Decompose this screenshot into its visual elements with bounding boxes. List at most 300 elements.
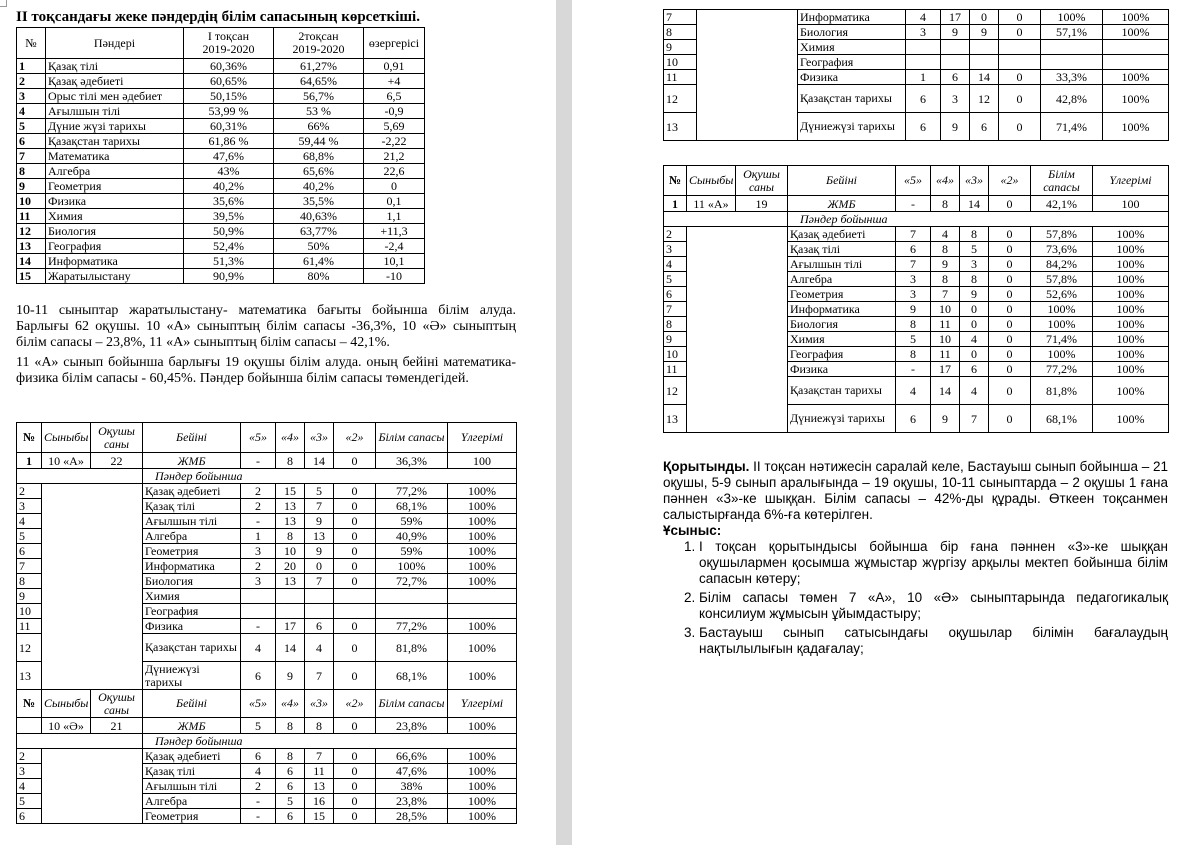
table-cell: 9 (305, 544, 334, 559)
table-cell: 5 (276, 794, 305, 809)
table-cell: 21 (91, 718, 143, 734)
table-cell: 100% (1093, 257, 1169, 272)
column-header: Оқушы саны (736, 166, 788, 196)
table-cell: 0 (334, 619, 376, 634)
row-number: 3 (17, 764, 42, 779)
subject-name: Қазақстан тарихы (143, 634, 241, 662)
column-header: Білім сапасы (376, 690, 448, 718)
subjects-label: Пәндер бойынша (788, 212, 1169, 227)
table-cell: 4 (906, 10, 941, 25)
table-cell: 14 (960, 196, 989, 212)
table-cell: 15 (17, 269, 46, 284)
table-cell: 17 (931, 362, 960, 377)
subject-row (664, 10, 1169, 25)
table-cell: 7 (305, 662, 334, 690)
table-cell (448, 589, 517, 604)
table-cell: 51,3% (184, 254, 274, 269)
column-header: «5» (241, 423, 276, 453)
table-cell: 0 (334, 718, 376, 734)
table-cell: 2 (241, 779, 276, 794)
row-number: 9 (664, 40, 697, 55)
table-cell: 0 (305, 559, 334, 574)
table-cell: 0 (989, 362, 1031, 377)
subject-name: Физика (46, 194, 184, 209)
table-cell: 0 (334, 484, 376, 499)
paragraph-11a: 11 «А» сынып бойынша барлығы 19 оқушы білім алуда. оның бейіні математика-физика білім сапасы - 60,45%. Пәндер бойынша білім сапасы төмендегідей. (16, 355, 516, 386)
table-cell: 56,7% (274, 89, 364, 104)
column-header: Сыныбы (42, 690, 91, 718)
subject-name: Жаратылыстану (46, 269, 184, 284)
table-cell: 14 (970, 70, 999, 85)
subject-name: Қазақстан тарихы (798, 85, 906, 113)
subjects-label: Пәндер бойынша (143, 469, 517, 484)
table-cell: 0 (989, 302, 1031, 317)
class-header-row (664, 166, 1169, 196)
subject-name: Қазақ тілі (143, 764, 241, 779)
table-cell: 0 (999, 70, 1041, 85)
table-cell: 71,4% (1041, 113, 1103, 141)
recommendation-item: 1. І тоқсан қорытындысы бойынша бір ғана пәннен «3»-ке шыққан оқушылармен қосымша жұмыстар жүргізу арқылы мектеп бойынша білім сапасын көтеру; (699, 539, 1168, 587)
row-number: 13 (664, 113, 697, 141)
table-cell: 0 (999, 85, 1041, 113)
table-cell: 81,8% (376, 634, 448, 662)
table-cell: 0 (334, 499, 376, 514)
table-row (17, 119, 425, 134)
table-cell: 100% (1093, 332, 1169, 347)
table-cell: 7 (896, 227, 931, 242)
recommendation-list (663, 539, 1168, 657)
table-cell: 57,8% (1031, 227, 1093, 242)
document-page-right (572, 0, 1184, 845)
row-number: 4 (17, 779, 42, 794)
table-cell: 100% (1093, 287, 1169, 302)
row-number: 3 (17, 499, 42, 514)
column-header: Бейіні (143, 690, 241, 718)
table-cell (305, 589, 334, 604)
table-cell: 68,1% (376, 662, 448, 690)
table-cell: 10 (276, 544, 305, 559)
table-cell: 0 (960, 347, 989, 362)
table-cell (941, 40, 970, 55)
subject-name: Алгебра (143, 794, 241, 809)
table-cell: 2 (241, 559, 276, 574)
table-cell: 90,9% (184, 269, 274, 284)
subject-name: Алгебра (46, 164, 184, 179)
table-cell: 6 (276, 809, 305, 824)
row-number: 4 (17, 514, 42, 529)
table-cell: 40,9% (376, 529, 448, 544)
table-header-row (17, 28, 425, 59)
table-cell: 1,1 (364, 209, 425, 224)
table-cell: 9 (17, 179, 46, 194)
subject-name: Қазақ әдебиеті (788, 227, 896, 242)
table-cell: 7 (17, 149, 46, 164)
table-cell: -0,9 (364, 104, 425, 119)
table-cell: 0 (334, 809, 376, 824)
class-header-row (17, 690, 517, 718)
table-cell: 6 (17, 134, 46, 149)
table-cell: 0 (334, 662, 376, 690)
table-cell: 9 (970, 25, 999, 40)
row-number: 6 (17, 544, 42, 559)
row-number: 6 (664, 287, 687, 302)
table-cell: 3 (896, 287, 931, 302)
table-cell: 59% (376, 514, 448, 529)
subjects-label-row (17, 469, 517, 484)
subject-quality-table (16, 27, 425, 284)
table-cell: 0 (989, 196, 1031, 212)
table-cell: 6,5 (364, 89, 425, 104)
table-cell: 2 (241, 499, 276, 514)
table-cell: 9 (941, 113, 970, 141)
column-header: «2» (334, 423, 376, 453)
conclusion-label: Қорытынды. (663, 459, 750, 474)
subject-name: Химия (143, 589, 241, 604)
table-cell: 36,3% (376, 453, 448, 469)
table-cell: 100% (1103, 25, 1169, 40)
merged-cell (42, 749, 143, 824)
table-cell: 1 (17, 453, 42, 469)
table-cell: 100% (1031, 302, 1093, 317)
table-cell: ЖМБ (788, 196, 896, 212)
table-cell: 23,8% (376, 718, 448, 734)
table-cell: 0 (334, 453, 376, 469)
table-cell: 100% (448, 718, 517, 734)
table-cell: 3 (17, 89, 46, 104)
table-cell: 42,1% (1031, 196, 1093, 212)
table-cell: 13 (305, 529, 334, 544)
table-row (17, 164, 425, 179)
table-cell: 23,8% (376, 794, 448, 809)
table-cell: 0 (989, 347, 1031, 362)
column-header: Оқушы саны (91, 690, 143, 718)
table-cell: 8 (276, 453, 305, 469)
table-cell: 6 (941, 70, 970, 85)
table-cell: 100% (448, 559, 517, 574)
table-cell: 53,99 % (184, 104, 274, 119)
column-header: Үлгерімі (1093, 166, 1169, 196)
table-cell: 4 (17, 104, 46, 119)
table-cell: 9 (931, 257, 960, 272)
subject-name: География (46, 239, 184, 254)
subject-name: Алгебра (788, 272, 896, 287)
table-cell: 0 (989, 227, 1031, 242)
merged-cell (687, 227, 788, 433)
row-number: 7 (664, 302, 687, 317)
column-header: Пәндері (46, 28, 184, 59)
row-number: 3 (664, 242, 687, 257)
table-cell (17, 718, 42, 734)
subject-name: Қазақ тілі (46, 59, 184, 74)
subject-name: Қазақстан тарихы (788, 377, 896, 405)
table-cell: 22,6 (364, 164, 425, 179)
table-cell: 5 (896, 332, 931, 347)
table-cell: 0 (970, 10, 999, 25)
table-cell: 100% (1093, 362, 1169, 377)
column-header: Сыныбы (687, 166, 736, 196)
table-row (17, 149, 425, 164)
table-cell (334, 589, 376, 604)
table-cell: 100% (1103, 113, 1169, 141)
table-cell: 100% (448, 764, 517, 779)
table-cell: 17 (941, 10, 970, 25)
table-cell: 0 (989, 317, 1031, 332)
table-cell: -2,4 (364, 239, 425, 254)
table-cell: 66,6% (376, 749, 448, 764)
subject-name: Биология (798, 25, 906, 40)
table-cell: 100 (1093, 196, 1169, 212)
subject-name: Информатика (798, 10, 906, 25)
table-cell: 4 (960, 377, 989, 405)
table-cell: 6 (241, 749, 276, 764)
row-number: 8 (664, 25, 697, 40)
table-cell: 60,65% (184, 74, 274, 89)
row-number: 13 (17, 662, 42, 690)
subject-name: Ағылшын тілі (46, 104, 184, 119)
column-header: өзергерісі (364, 28, 425, 59)
row-number: 2 (664, 227, 687, 242)
table-cell: 4 (960, 332, 989, 347)
column-header: Үлгерімі (448, 423, 517, 453)
merged-cell (42, 484, 143, 690)
table-cell: 9 (941, 25, 970, 40)
table-cell: 0 (334, 559, 376, 574)
row-number: 2 (17, 484, 42, 499)
row-number: 9 (17, 589, 42, 604)
table-row (17, 209, 425, 224)
column-header: Сыныбы (42, 423, 91, 453)
table-cell: - (241, 794, 276, 809)
column-header: 2тоқсан 2019-2020 (274, 28, 364, 59)
table-cell: 3 (241, 544, 276, 559)
table-cell: 0 (989, 377, 1031, 405)
table-row (17, 224, 425, 239)
page-gutter (556, 0, 572, 845)
row-number: 5 (17, 794, 42, 809)
table-cell: - (241, 809, 276, 824)
table-cell: 8 (276, 718, 305, 734)
table-cell: 60,31% (184, 119, 274, 134)
table-row (17, 89, 425, 104)
table-cell: 50,9% (184, 224, 274, 239)
column-header: № (17, 690, 42, 718)
table-cell (941, 55, 970, 70)
subject-name: Ағылшын тілі (788, 257, 896, 272)
table-cell: 100% (1031, 347, 1093, 362)
table-cell: 20 (276, 559, 305, 574)
page-heading: II тоқсандағы жеке пәндердің білім сапасының көрсеткіші. (16, 9, 420, 25)
subject-name: Қазақ тілі (788, 242, 896, 257)
table-cell: 6 (896, 242, 931, 257)
table-cell: 71,4% (1031, 332, 1093, 347)
subject-name: Геометрия (143, 544, 241, 559)
table-cell: 0 (999, 113, 1041, 141)
table-cell: 13 (276, 514, 305, 529)
table-cell: 0 (334, 634, 376, 662)
table-cell: 6 (241, 662, 276, 690)
column-header: Бейіні (788, 166, 896, 196)
table-cell: 10 (931, 332, 960, 347)
subject-name: Геометрия (46, 179, 184, 194)
table-cell: 0,1 (364, 194, 425, 209)
table-cell (448, 604, 517, 619)
table-cell: 65,6% (274, 164, 364, 179)
table-cell: 72,7% (376, 574, 448, 589)
table-cell: 1 (664, 196, 687, 212)
subject-name: География (143, 604, 241, 619)
table-cell: 0 (334, 529, 376, 544)
table-cell: 100% (1041, 10, 1103, 25)
table-cell: - (241, 619, 276, 634)
table-cell: 8 (276, 749, 305, 764)
row-number: 4 (664, 257, 687, 272)
table-cell: 6 (276, 779, 305, 794)
table-cell (17, 734, 143, 749)
table-cell: 10 «А» (42, 453, 91, 469)
row-number: 2 (17, 749, 42, 764)
table-cell: 28,5% (376, 809, 448, 824)
table-cell: 8 (931, 242, 960, 257)
column-header: «3» (305, 690, 334, 718)
table-cell: 9 (276, 662, 305, 690)
column-header: «4» (276, 690, 305, 718)
table-cell (334, 604, 376, 619)
table-cell (241, 589, 276, 604)
table-cell (1103, 55, 1169, 70)
table-cell: 40,2% (274, 179, 364, 194)
table-cell: 11 (305, 764, 334, 779)
table-cell: 100% (448, 574, 517, 589)
subject-name: Информатика (143, 559, 241, 574)
table-cell: 10 (17, 194, 46, 209)
table-cell: 0 (334, 779, 376, 794)
table-cell: 1 (906, 70, 941, 85)
table-cell: -10 (364, 269, 425, 284)
subject-name: Информатика (788, 302, 896, 317)
table-cell: 4 (896, 377, 931, 405)
table-cell: 6 (970, 113, 999, 141)
table-cell: 35,6% (184, 194, 274, 209)
subject-name: Ағылшын тілі (143, 514, 241, 529)
table-cell: 52,4% (184, 239, 274, 254)
table-cell: 6 (960, 362, 989, 377)
table-cell: 100% (448, 544, 517, 559)
table-row (17, 59, 425, 74)
class-summary-row (17, 453, 517, 469)
subject-name: Математика (46, 149, 184, 164)
table-cell: 13 (305, 779, 334, 794)
row-number: 12 (664, 377, 687, 405)
table-cell (664, 212, 788, 227)
table-cell: 100% (1093, 272, 1169, 287)
table-cell: 10,1 (364, 254, 425, 269)
table-cell: +4 (364, 74, 425, 89)
table-cell: 100% (448, 662, 517, 690)
table-cell: 1 (241, 529, 276, 544)
paragraph-direction: 10-11 сыныптар жаратылыстану- математика бағыты бойынша білім алуда. Барлығы 62 оқушы. 10 «А» сыныптың білім сапасы -36,3%, 10 «Ә» сыныптың білім сапасы – 23,8%, 11 «А» сыныптың білім сапасы – 42,1%. (16, 303, 516, 350)
table-cell: 0 (334, 794, 376, 809)
table-cell: 100% (1093, 242, 1169, 257)
table-cell: 8 (305, 718, 334, 734)
table-cell (1103, 40, 1169, 55)
subject-name: Қазақ әдебиеті (46, 74, 184, 89)
table-cell (999, 40, 1041, 55)
table-cell: 59% (376, 544, 448, 559)
row-number: 12 (17, 634, 42, 662)
table-cell: 43% (184, 164, 274, 179)
class-11a-table (663, 165, 1169, 433)
table-cell: 14 (276, 634, 305, 662)
row-number: 6 (17, 809, 42, 824)
table-cell (276, 604, 305, 619)
table-cell: 100% (448, 749, 517, 764)
table-cell: 0 (960, 317, 989, 332)
column-header: № (664, 166, 687, 196)
table-cell (1041, 40, 1103, 55)
table-cell: 16 (305, 794, 334, 809)
subject-name: Дүние жүзі тарихы (46, 119, 184, 134)
table-cell: 0 (989, 242, 1031, 257)
column-header: «3» (305, 423, 334, 453)
table-cell: - (241, 453, 276, 469)
table-cell: 63,77% (274, 224, 364, 239)
merged-cell (697, 10, 798, 141)
subject-name: Дүниежүзі тарихы (798, 113, 906, 141)
table-cell: 42,8% (1041, 85, 1103, 113)
row-number: 10 (17, 604, 42, 619)
subject-name: Қазақ әдебиеті (143, 749, 241, 764)
table-cell: 100 (448, 453, 517, 469)
table-cell: 7 (305, 499, 334, 514)
table-cell: 40,63% (274, 209, 364, 224)
table-cell: 100% (448, 514, 517, 529)
column-header: Бейіні (143, 423, 241, 453)
column-header: Үлгерімі (448, 690, 517, 718)
table-cell: 0 (334, 514, 376, 529)
table-cell: 8 (896, 347, 931, 362)
table-row (17, 179, 425, 194)
table-cell: 61,86 % (184, 134, 274, 149)
table-cell: 68,8% (274, 149, 364, 164)
table-cell: - (896, 362, 931, 377)
subject-name: Биология (788, 317, 896, 332)
subject-name: Физика (143, 619, 241, 634)
row-number: 9 (664, 332, 687, 347)
table-cell: 100% (448, 794, 517, 809)
table-cell: 68,1% (1031, 405, 1093, 433)
table-cell: 7 (305, 574, 334, 589)
table-cell: 5 (960, 242, 989, 257)
column-header: «2» (989, 166, 1031, 196)
table-cell: 1 (17, 59, 46, 74)
conclusion-text: ІІ тоқсан нәтижесін саралай келе, Бастауыш сынып бойынша – 21 оқушы, 5-9 сынып аралығында – 19 оқушы, 10-11 сыныптарда – 2 оқушы 1 ғана пәннен «3»-ке шыққан. Білім сапасы – 42%-ды құрады. Өткеен тоқсанмен салыстырғанда 6%-ға көтерілген. (663, 459, 1168, 522)
table-cell: 0 (989, 257, 1031, 272)
column-header: № (17, 423, 42, 453)
column-header: Білім сапасы (1031, 166, 1093, 196)
table-cell (1041, 55, 1103, 70)
class-header-row (17, 423, 517, 453)
column-header: І тоқсан 2019-2020 (184, 28, 274, 59)
table-cell: 15 (305, 809, 334, 824)
subject-row (17, 749, 517, 764)
table-cell: 100% (1093, 317, 1169, 332)
table-cell: 5 (305, 484, 334, 499)
recommendation-label: Ұсыныс: (663, 523, 722, 538)
table-cell: 33,3% (1041, 70, 1103, 85)
table-cell: 7 (960, 405, 989, 433)
subject-name: Қазақ тілі (143, 499, 241, 514)
row-number: 11 (664, 70, 697, 85)
